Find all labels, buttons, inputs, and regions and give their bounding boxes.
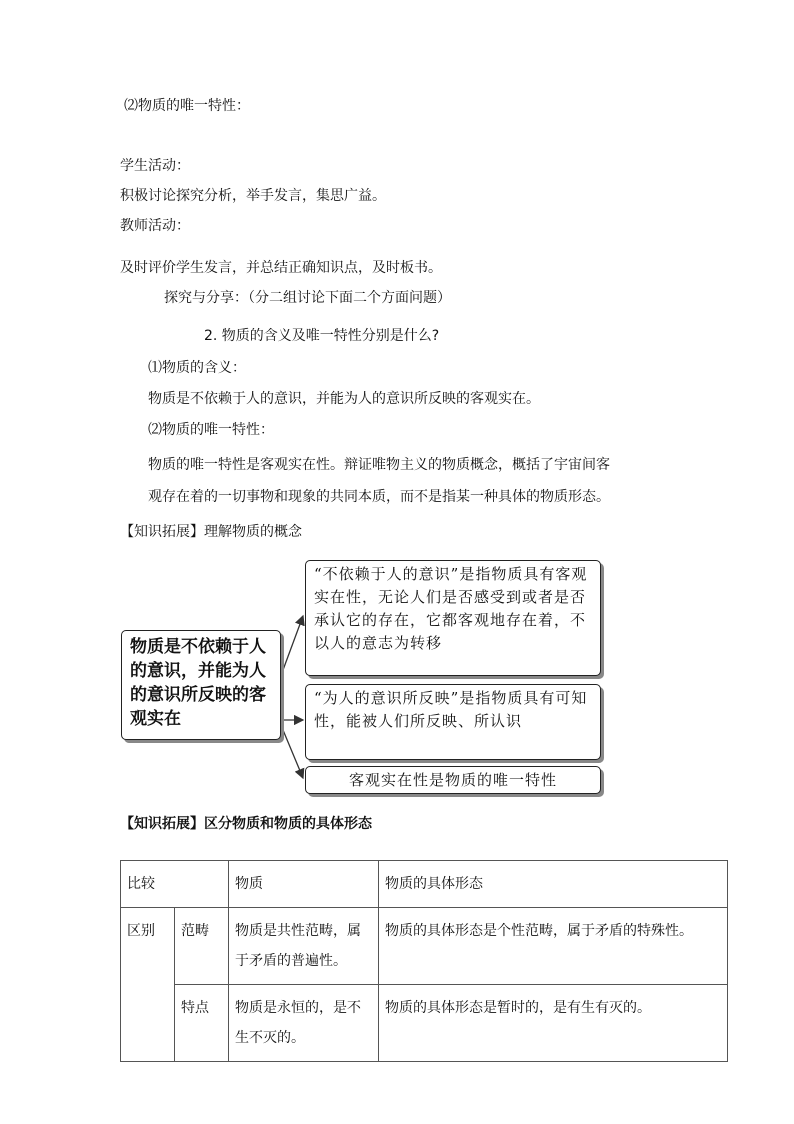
difference-cell: 区别 <box>121 908 175 1062</box>
comparison-table <box>120 860 728 1062</box>
student-activity-label: 学生活动： <box>120 158 190 174</box>
knowledge-extension-title-2: 【知识拓展】区分物质和物质的具体形态 <box>120 816 372 832</box>
explore-share: 探究与分享：（分二组讨论下面二个方面问题） <box>164 290 451 306</box>
uniqueness-text-line1: 物质的唯一特性是客观实在性。辩证唯物主义的物质概念，概括了宇宙间客 <box>148 457 610 473</box>
knowledge-extension-title-1: 【知识拓展】理解物质的概念 <box>120 524 302 540</box>
table-row <box>121 985 728 1062</box>
uniqueness-label: ⑵物质的唯一特性： <box>148 422 274 438</box>
cell-matter-category: 物质是共性范畴，属于矛盾的普遍性。 <box>229 908 379 985</box>
knowability-box: “为人的意识所反映”是指物质具有可知性，能被人们所反映、所认识 <box>305 684 601 760</box>
header-concrete-form: 物质的具体形态 <box>379 861 728 908</box>
student-activity-text: 积极讨论探究分析，举手发言，集思广益。 <box>120 188 386 204</box>
header-matter: 物质 <box>229 861 379 908</box>
question: 2. 物质的含义及唯一特性分别是什么? <box>204 328 440 344</box>
header-compare: 比较 <box>121 861 229 908</box>
unique-property-box: 客观实在性是物质的唯一特性 <box>305 766 601 794</box>
meaning-text: 物质是不依赖于人的意识，并能为人的意识所反映的客观实在。 <box>148 391 540 407</box>
arrow-to-box3 <box>283 730 303 778</box>
teacher-activity-label: 教师活动： <box>120 218 190 234</box>
cell-form-category: 物质的具体形态是个性范畴，属于矛盾的特殊性。 <box>379 908 728 985</box>
arrow-to-box1 <box>283 616 303 670</box>
cell-matter-feature: 物质是永恒的，是不生不灭的。 <box>229 985 379 1062</box>
row-label-feature: 特点 <box>175 985 229 1062</box>
uniqueness-text-line2: 观存在着的一切事物和现象的共同本质，而不是指某一种具体的物质形态。 <box>148 489 610 505</box>
row-label-category: 范畴 <box>175 908 229 985</box>
table-row <box>121 908 728 985</box>
uniqueness-heading-1: ⑵物质的唯一特性： <box>124 98 250 114</box>
table-header-row <box>121 861 728 908</box>
teacher-activity-text: 及时评价学生发言，并总结正确知识点，及时板书。 <box>120 260 442 276</box>
meaning-label: ⑴物质的含义： <box>148 360 246 376</box>
concept-diagram <box>119 558 605 798</box>
matter-definition-box: 物质是不依赖于人的意识，并能为人的意识所反映的客观实在 <box>121 630 281 740</box>
objective-reality-box: “不依赖于人的意识”是指物质具有客观实在性，无论人们是否感受到或者是否承认它的存在，它都客观地存在着，不以人的意志为转移 <box>305 560 601 676</box>
cell-form-feature: 物质的具体形态是暂时的，是有生有灭的。 <box>379 985 728 1062</box>
